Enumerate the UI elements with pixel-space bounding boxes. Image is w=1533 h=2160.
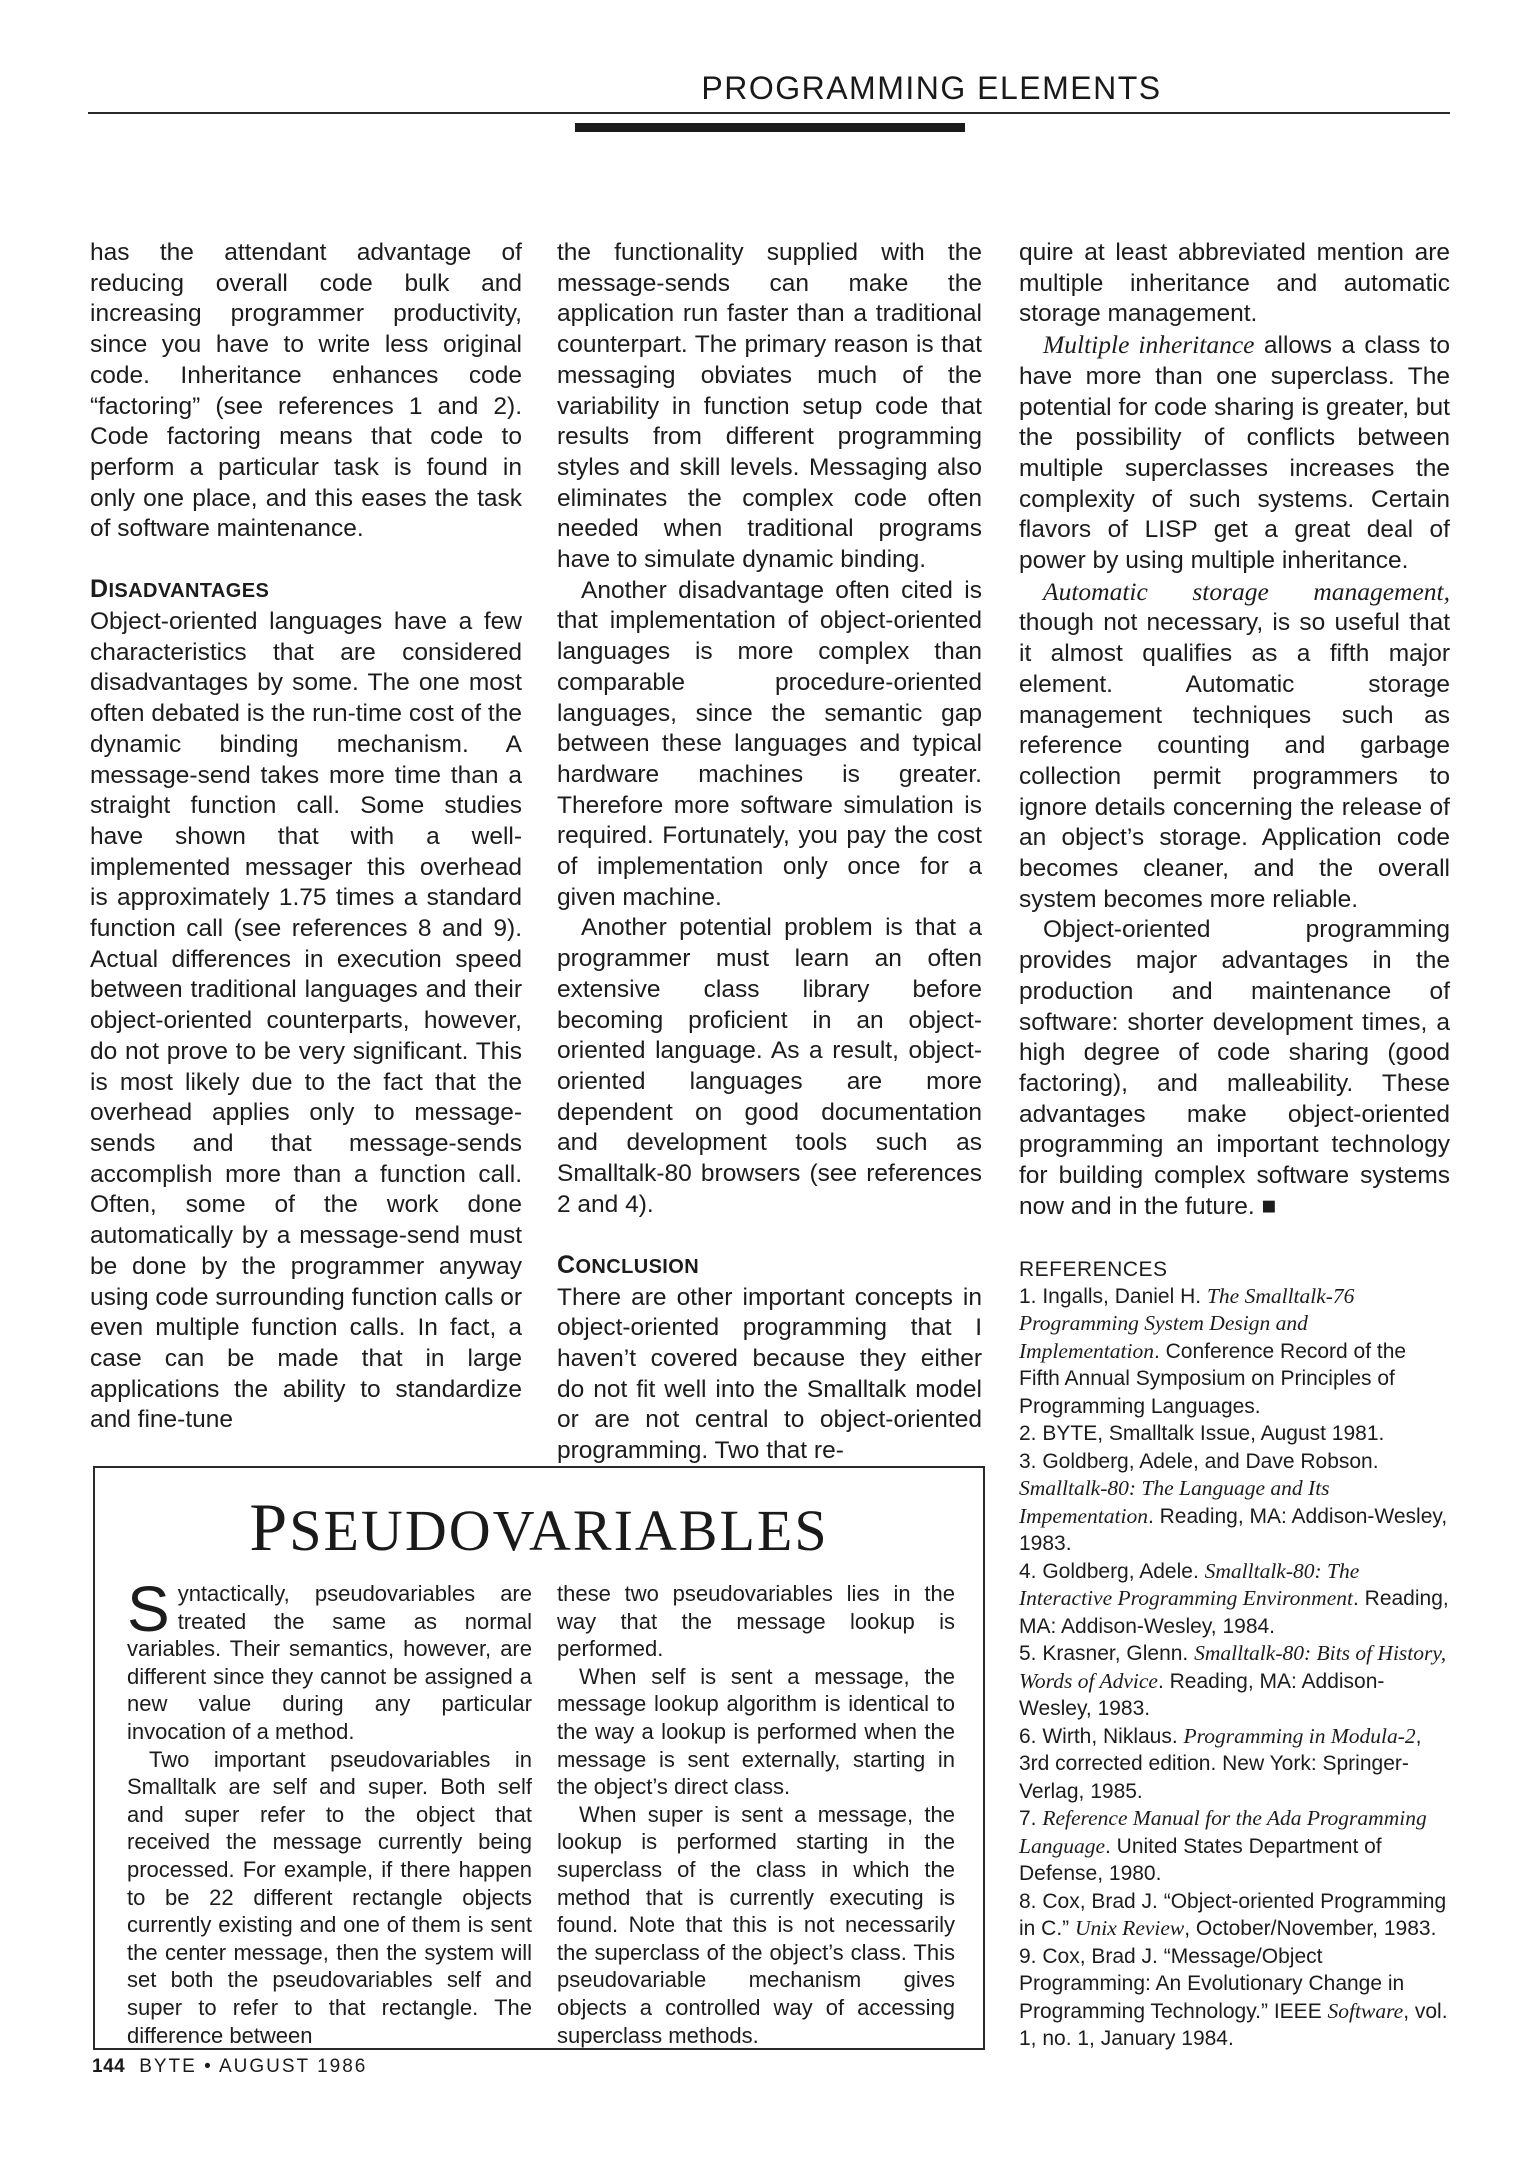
sidebar-title: [95, 1488, 983, 1567]
paragraph: these two pseudovariables lies in the way that the message lookup is performed.: [557, 1581, 955, 1662]
paragraph: [1019, 915, 1450, 1222]
ref-text: . Reading, MA: Addison-Wesley, 1984.: [1019, 1587, 1449, 1638]
ref-text: , October/November, 1983.: [1184, 1917, 1437, 1940]
ref-text: 1. Ingalls, Daniel H.: [1019, 1284, 1207, 1308]
sidebar-title-initial: P: [249, 1489, 290, 1565]
paragraph: the functionality supplied with the message-sends can make the application run faster than a traditional counterpart. The primary reason is that messaging obviates much of the variability in function setup code that results from different programming styles and skill levels. Messaging also eliminates the complex code often needed when traditional programs have to simulate dynamic binding.: [557, 239, 982, 574]
sidebar-title-rest: SEUDOVARIABLES: [289, 1498, 829, 1563]
ref-title: Software: [1327, 1998, 1404, 2023]
paragraph-text: though not necessary, is so useful that it almost qualifies as a fifth major element. Automatic storage management techniques such as reference counting and garbage collection permit programmers to ignore details concerning the release of an object’s storage. Application code becomes cleaner, and the overall system becomes more reliable.: [1019, 609, 1450, 913]
ref-title: The Smalltalk-76 Programming System Design and Implementation: [1019, 1283, 1355, 1363]
paragraph: When super is sent a message, the lookup is performed starting in the superclass of the class in which the method that is currently executing is found. Note that this is not necessarily the superclass of the object’s class. This pseudovariable mechanism gives objects a controlled way of accessing superclass methods.: [557, 1801, 955, 2048]
reference-item: [1019, 1640, 1450, 1723]
ref-text: , 3rd corrected edition. New York: Springer-Verlag, 1985.: [1019, 1724, 1422, 1803]
references-title: REFERENCES: [1019, 1257, 1168, 1281]
heading-conclusion: [557, 1251, 982, 1281]
reference-item: [1019, 1448, 1450, 1558]
ref-text: . Reading, MA: Addison-Wesley, 1983.: [1019, 1669, 1385, 1720]
reference-item: [1019, 1558, 1450, 1641]
drop-cap: S: [127, 1573, 170, 1645]
heading-disadvantages: [90, 575, 522, 605]
paragraph: [1019, 330, 1450, 577]
section-header: PROGRAMMING ELEMENTS: [701, 70, 1162, 106]
heading-initial: C: [557, 1250, 576, 1279]
publication-info: BYTE • AUGUST 1986: [139, 2056, 368, 2077]
paragraph: quire at least abbreviated mention are multiple inheritance and automatic storage management.: [1019, 239, 1450, 328]
paragraph-text: Object-oriented programming provides major advantages in the production and maintenance of software: shorter development times, a high degree of code sharing (good factoring), and malleability. These advantages make object-oriented programming an important technology for building complex software systems now and in the future.: [1019, 916, 1450, 1220]
ref-text: 6. Wirth, Niklaus.: [1019, 1724, 1184, 1748]
ref-title: Smalltalk-80: The Language and Its Impementation: [1019, 1476, 1330, 1528]
column-3: [1019, 238, 1450, 2053]
ref-title: Smalltalk-80: The Interactive Programming Environment: [1019, 1558, 1360, 1610]
paragraph-text: yntactically, pseudovariables are treated the same as normal variables. Their semantics, however, are different since they cannot be assigned a new value during any particular invocation of a method.: [127, 1581, 532, 1744]
ref-text: . Conference Record of the Fifth Annual Symposium on Principles of Programming Languages.: [1019, 1339, 1407, 1418]
paragraph: Two important pseudovariables in Smalltalk are self and super. Both self and super refer to the object that received the message currently being processed. For example, if there happen to be 22 different rectangle objects currently existing and one of them is sent the center message, then the system will set both the pseudovariables self and super to refer to that rectangle. The difference between: [127, 1746, 532, 2048]
heading-rest: ONCLUSION: [575, 1255, 700, 1278]
ref-text: 5. Krasner, Glenn.: [1019, 1642, 1195, 1665]
paragraph: Object-oriented languages have a few characteristics that are considered disadvantages by some. The one most often debated is the run-time cost of the dynamic binding mechanism. A message-send takes more time than a straight function call. Some studies have shown that with a well-implemented messager this overhead is approximately 1.75 times a standard function call (see references 8 and 9). Actual differences in execution speed between traditional languages and their object-oriented counterparts, however, do not prove to be very significant. This is most likely due to the fact that the overhead applies only to message-sends and that message-sends accomplish more than a function call. Often, some of the work done automatically by a message-send must be done by the programmer anyway using code surrounding function calls or even multiple function calls. In fact, a case can be made that in large applications the ability to standardize and fine-tune: [90, 608, 522, 1434]
ref-text: , vol. 1, no. 1, January 1984.: [1019, 1999, 1448, 2050]
end-mark-icon: ■: [1261, 1192, 1277, 1220]
ref-text: 8. Cox, Brad J. “Object-oriented Programming in C.”: [1019, 1889, 1447, 1940]
page-footer: [92, 2056, 367, 2078]
paragraph: When self is sent a message, the message lookup algorithm is identical to the way a lookup is performed when the message is sent externally, starting in the object’s direct class.: [557, 1663, 955, 1800]
paragraph: [1019, 577, 1450, 916]
ref-text: . Reading, MA: Addison-Wesley, 1983.: [1019, 1504, 1448, 1555]
heading-rest: ISADVANTAGES: [108, 580, 270, 603]
term-multiple-inheritance: Multiple inheritance: [1043, 330, 1255, 360]
sidebar-box: [93, 1466, 985, 2050]
paragraph-text: allows a class to have more than one superclass. The potential for code sharing is greater, but the possibility of conflicts between multiple superclasses increases the complexity of such systems. Certain flavors of LISP get a great deal of power by using multiple inheritance.: [1019, 332, 1451, 575]
reference-item: [1019, 1888, 1450, 1943]
ref-text: 7.: [1019, 1807, 1043, 1830]
ref-title: Programming in Modula-2: [1183, 1723, 1416, 1748]
ref-title: Unix Review: [1075, 1916, 1185, 1940]
column-1: [90, 238, 522, 1436]
heading-initial: D: [90, 575, 109, 604]
paragraph: has the attendant advantage of reducing overall code bulk and increasing programmer productivity, since you have to write less original code. Inheritance enhances code “factoring” (see references 1 and 2). Code factoring means that code to perform a particular task is found in only one place, and this eases the task of software maintenance.: [90, 239, 522, 543]
header-rule: [88, 112, 1450, 114]
ref-title: Reference Manual for the Ada Programming Language: [1019, 1806, 1427, 1858]
term-automatic-storage: Automatic storage management,: [1043, 576, 1450, 606]
paragraph: [127, 1573, 532, 1746]
sidebar-column-2: [557, 1580, 955, 2049]
reference-item: [1019, 1943, 1450, 2053]
paragraph: Another disadvantage often cited is that implementation of object-oriented languages is more complex than comparable procedure-oriented languages, since the semantic gap between these languages and typical hardware machines is greater. Therefore more software simulation is required. Fortunately, you pay the cost of implementation only once for a given machine.: [557, 576, 982, 911]
column-2: [557, 238, 982, 1467]
ref-text: 4. Goldberg, Adele.: [1019, 1559, 1205, 1583]
reference-item: [1019, 1283, 1450, 1421]
paragraph: Another potential problem is that a programmer must learn an often extensive class library before becoming proficient in an object-oriented language. As a result, object-oriented languages are more dependent on good documentation and development tools such as Smalltalk-80 browsers (see references 2 and 4).: [557, 914, 982, 1218]
ref-text: . United States Department of Defense, 1980.: [1019, 1834, 1382, 1885]
header-bar: [575, 123, 965, 132]
reference-item: [1019, 1805, 1450, 1888]
paragraph: There are other important concepts in object-oriented programming that I haven’t covered because they either do not fit well into the Smalltalk model or are not central to object-oriented programming. Two that re-: [557, 1283, 982, 1465]
ref-title: Smalltalk-80: Bits of History, Words of Advice: [1019, 1641, 1447, 1693]
reference-item: [1019, 1723, 1450, 1806]
page-number: 144: [92, 2056, 126, 2077]
reference-item: 2. BYTE, Smalltalk Issue, August 1981.: [1019, 1422, 1385, 1445]
ref-text: 9. Cox, Brad J. “Message/Object Programming: An Evolutionary Change in Programming Technology.” IEEE: [1019, 1944, 1405, 2023]
ref-text: 3. Goldberg, Adele, and Dave Robson.: [1019, 1449, 1379, 1473]
sidebar-column-1: [127, 1573, 532, 2049]
